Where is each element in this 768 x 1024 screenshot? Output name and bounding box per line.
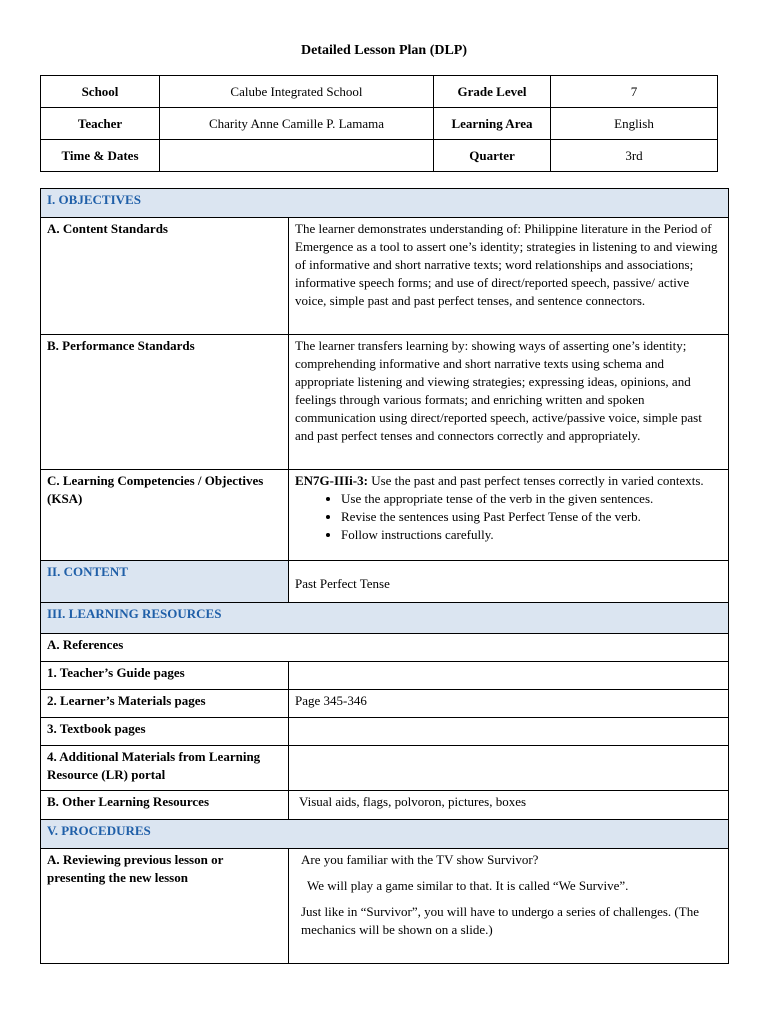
quarter-value: 3rd xyxy=(551,140,718,172)
review-paragraph-1: Are you familiar with the TV show Survivor? xyxy=(301,852,539,867)
review-paragraph-2: We will play a game similar to that. It is called “We Survive”. xyxy=(307,878,629,893)
review-paragraph-3: Just like in “Survivor”, you will have to undergo a series of challenges. (The mechanics will be shown on a slide.) xyxy=(301,904,699,937)
list-item: • Follow instructions carefully. xyxy=(341,526,722,544)
textbook-label: 3. Textbook pages xyxy=(41,718,289,746)
grade-label: Grade Level xyxy=(434,76,551,108)
lr-portal-value xyxy=(289,746,729,791)
teachers-guide-label: 1. Teacher’s Guide pages xyxy=(41,662,289,690)
performance-standards-label: B. Performance Standards xyxy=(41,335,289,470)
procedures-heading: V. PROCEDURES xyxy=(41,820,729,849)
document-title: Detailed Lesson Plan (DLP) xyxy=(300,43,468,58)
competency-text: Use the past and past perfect tenses correctly in varied contexts. xyxy=(367,473,704,488)
other-resources-label: B. Other Learning Resources xyxy=(41,791,289,820)
time-label: Time & Dates xyxy=(41,140,160,172)
list-item: • Use the appropriate tense of the verb in the given sentences. xyxy=(341,490,722,508)
competencies-cell xyxy=(289,470,729,561)
other-resources-value: Visual aids, flags, polvoron, pictures, boxes xyxy=(289,791,729,820)
school-label: School xyxy=(41,76,160,108)
competency-code: EN7G-IIIi-3: xyxy=(295,473,368,488)
resources-heading: III. LEARNING RESOURCES xyxy=(41,603,729,634)
textbook-value xyxy=(289,718,729,746)
competencies-label: C. Learning Competencies / Objectives (KSA) xyxy=(41,470,289,561)
area-label: Learning Area xyxy=(434,108,551,140)
objectives-heading: I. OBJECTIVES xyxy=(41,189,729,218)
grade-value: 7 xyxy=(551,76,718,108)
lr-portal-label: 4. Additional Materials from Learning Resource (LR) portal xyxy=(41,746,289,791)
references-label: A. References xyxy=(41,634,729,662)
content-standards-label: A. Content Standards xyxy=(41,218,289,335)
content-text: Past Perfect Tense xyxy=(289,561,729,603)
review-lesson-cell xyxy=(289,849,729,964)
content-heading: II. CONTENT xyxy=(41,561,289,603)
time-value xyxy=(160,140,434,172)
area-value: English xyxy=(551,108,718,140)
school-value: Calube Integrated School xyxy=(160,76,434,108)
teacher-label: Teacher xyxy=(41,108,160,140)
quarter-label: Quarter xyxy=(434,140,551,172)
list-item: • Revise the sentences using Past Perfect Tense of the verb. xyxy=(341,508,722,526)
header-table xyxy=(40,75,718,172)
teachers-guide-value xyxy=(289,662,729,690)
performance-standards-text: The learner transfers learning by: showing ways of asserting one’s identity; comprehending informative and short narrative texts using schema and appropriate listening and viewing strategies; expressing ideas, opinions, and feelings through various formats; and enriching written and spoken communication using direct/reported speech, active/passive voice, simple past and past perfect tenses and connectors correctly and appropriately. xyxy=(289,335,729,470)
review-lesson-label: A. Reviewing previous lesson or presenting the new lesson xyxy=(41,849,289,964)
learners-materials-label: 2. Learner’s Materials pages xyxy=(41,690,289,718)
content-standards-text: The learner demonstrates understanding of: Philippine literature in the Period of Emergence as a tool to assert one’s identity; strategies in listening to and viewing of informative and short narrative texts; word relationships and associations; informative speech forms; and use of direct/reported speech, passive/ active voice, simple past and past perfect tenses, and sentence connectors. xyxy=(289,218,729,335)
objectives-list xyxy=(295,490,722,544)
lesson-plan-table xyxy=(40,188,729,964)
teacher-value: Charity Anne Camille P. Lamama xyxy=(160,108,434,140)
learners-materials-value: Page 345-346 xyxy=(289,690,729,718)
